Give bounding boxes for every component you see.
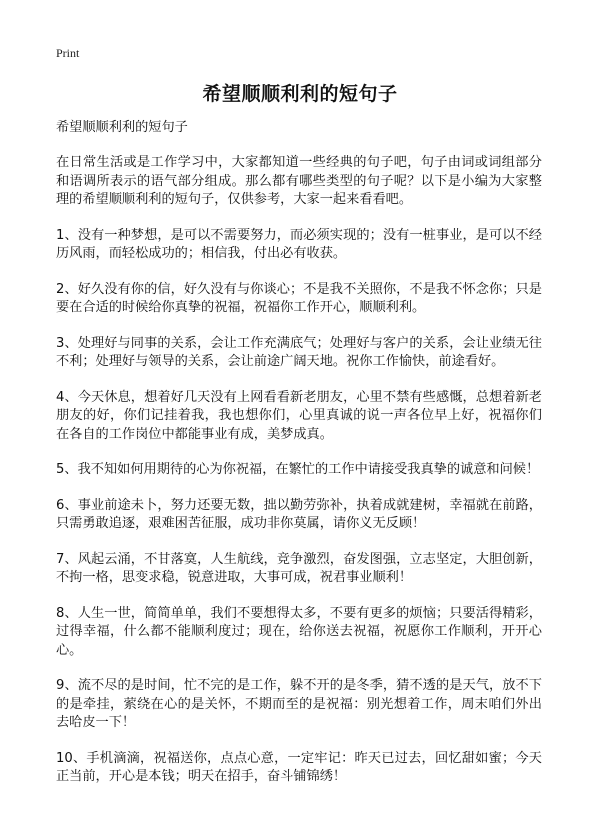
page-title: 希望顺顺利利的短句子 xyxy=(202,83,398,105)
sentence-10: 10、手机滴滴，祝福送你，点点心意，一定牢记：昨天已过去，回忆甜如蜜；今天正当前，开心是本钱；明天在招手，奋斗铺锦绣！ xyxy=(56,750,542,784)
sentence-6: 6、事业前途未卜，努力还要无数，拙以勤劳弥补，执着成就建树，幸福就在前路，只需勇敢追逐，艰难困苦征服，成功非你莫属，请你义无反顾！ xyxy=(56,497,542,531)
sentence-8: 8、人生一世，简简单单，我们不要想得太多，不要有更多的烦恼；只要活得精彩，过得幸福，什么都不能顺利度过；现在，给你送去祝福，祝愿你工作顺利，开开心心。 xyxy=(56,605,542,658)
sentence-2: 2、好久没有你的信，好久没有与你谈心；不是我不关照你，不是我不怀念你；只是要在合适的时候给你真挚的祝福，祝福你工作开心，顺顺利利。 xyxy=(56,281,542,315)
sentence-9: 9、流不尽的是时间，忙不完的是工作，躲不开的是冬季，猜不透的是天气，放不下的是牵挂，萦绕在心的是关怀，不期而至的是祝福：别光想着工作，周末咱们外出去哈皮一下！ xyxy=(56,678,542,730)
print-link[interactable]: Print xyxy=(56,46,80,60)
sentence-5: 5、我不知如何用期待的心为你祝福，在繁忙的工作中请接受我真挚的诚意和问候！ xyxy=(56,462,540,477)
sentence-3: 3、处理好与同事的关系，会让工作充满底气；处理好与客户的关系，会让业绩无往不利；处理好与领导的关系，会让前途广阔天地。祝你工作愉快，前途看好。 xyxy=(56,335,542,369)
article-body xyxy=(56,119,542,804)
sentence-1: 1、没有一种梦想，是可以不需要努力，而必须实现的；没有一桩事业，是可以不经历风雨，而轻松成功的；相信我，付出必有收获。 xyxy=(56,227,542,261)
sentence-4: 4、今天休息，想着好几天没有上网看看新老朋友，心里不禁有些感慨，总想着新老朋友的好，你们记挂着我，我也想你们，心里真诚的说一声各位早上好，祝福你们在各自的工作岗位中都能事业有成，美梦成真。 xyxy=(56,389,542,442)
intro-paragraph: 在日常生活或是工作学习中，大家都知道一些经典的句子吧，句子由词或词组部分和语调所表示的语气部分组成。那么都有哪些类型的句子呢？以下是小编为大家整理的希望顺顺利利的短句子，仅供参考，大家一起来看看吧。 xyxy=(56,155,542,207)
article-subtitle: 希望顺顺利利的短句子 xyxy=(56,120,188,135)
sentence-7: 7、风起云涌，不甘落寞，人生航线，竞争激烈，奋发图强，立志坚定，大胆创新，不拘一格，思变求稳，锐意进取，大事可成，祝君事业顺利！ xyxy=(56,551,542,585)
